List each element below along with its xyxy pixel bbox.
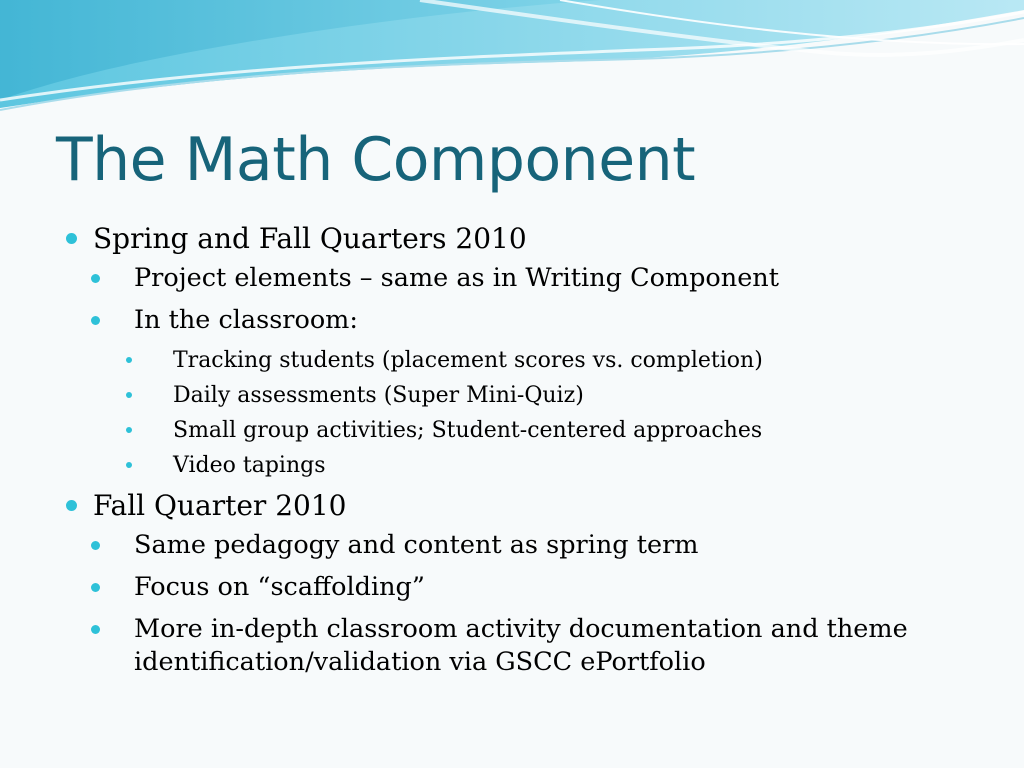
list-item — [101, 262, 980, 295]
bullet-text: Project elements – same as in Writing Component — [134, 263, 779, 293]
bullet-text: Video tapings — [173, 453, 326, 478]
bullet-icon — [66, 500, 77, 511]
bullet-text: More in-depth classroom activity documentation and theme identification/validation via GSCC ePortfolio — [134, 614, 908, 677]
bullet-list — [60, 219, 980, 259]
list-item — [133, 381, 980, 410]
list-item — [101, 613, 980, 679]
bullet-text: Small group activities; Student-centered approaches — [173, 418, 763, 443]
list-item — [60, 219, 980, 259]
slide-title: The Math Component — [56, 125, 696, 195]
bullet-text: In the classroom: — [134, 305, 358, 335]
bullet-text: Same pedagogy and content as spring term — [134, 530, 699, 560]
bullet-icon — [91, 316, 100, 325]
slide-content — [60, 219, 980, 688]
bullet-icon — [126, 392, 132, 398]
bullet-icon — [91, 583, 100, 592]
bullet-icon — [126, 462, 132, 468]
bullet-list — [60, 486, 980, 526]
bullet-icon — [126, 357, 132, 363]
list-item — [133, 416, 980, 445]
bullet-text: Tracking students (placement scores vs. completion) — [173, 348, 763, 373]
sub-sub-list-container — [101, 346, 980, 480]
bullet-icon — [91, 541, 100, 550]
bullet-text: Daily assessments (Super Mini-Quiz) — [173, 383, 584, 408]
header-wave-decoration — [0, 0, 1024, 130]
bullet-text: Spring and Fall Quarters 2010 — [93, 222, 527, 255]
bullet-text: Fall Quarter 2010 — [93, 489, 347, 522]
bullet-text: Focus on “scaffolding” — [134, 572, 425, 602]
list-item — [133, 346, 980, 375]
bullet-icon — [91, 625, 100, 634]
sub-list — [101, 529, 980, 679]
list-item — [133, 451, 980, 480]
sub-sub-list-wrapper — [101, 346, 980, 480]
sub-list — [101, 262, 980, 337]
list-item — [101, 571, 980, 604]
list-item — [101, 529, 980, 562]
bullet-icon — [91, 274, 100, 283]
list-item — [60, 486, 980, 526]
bullet-icon — [66, 233, 77, 244]
sub-sub-list — [133, 346, 980, 480]
bullet-icon — [126, 427, 132, 433]
list-item — [101, 304, 980, 337]
